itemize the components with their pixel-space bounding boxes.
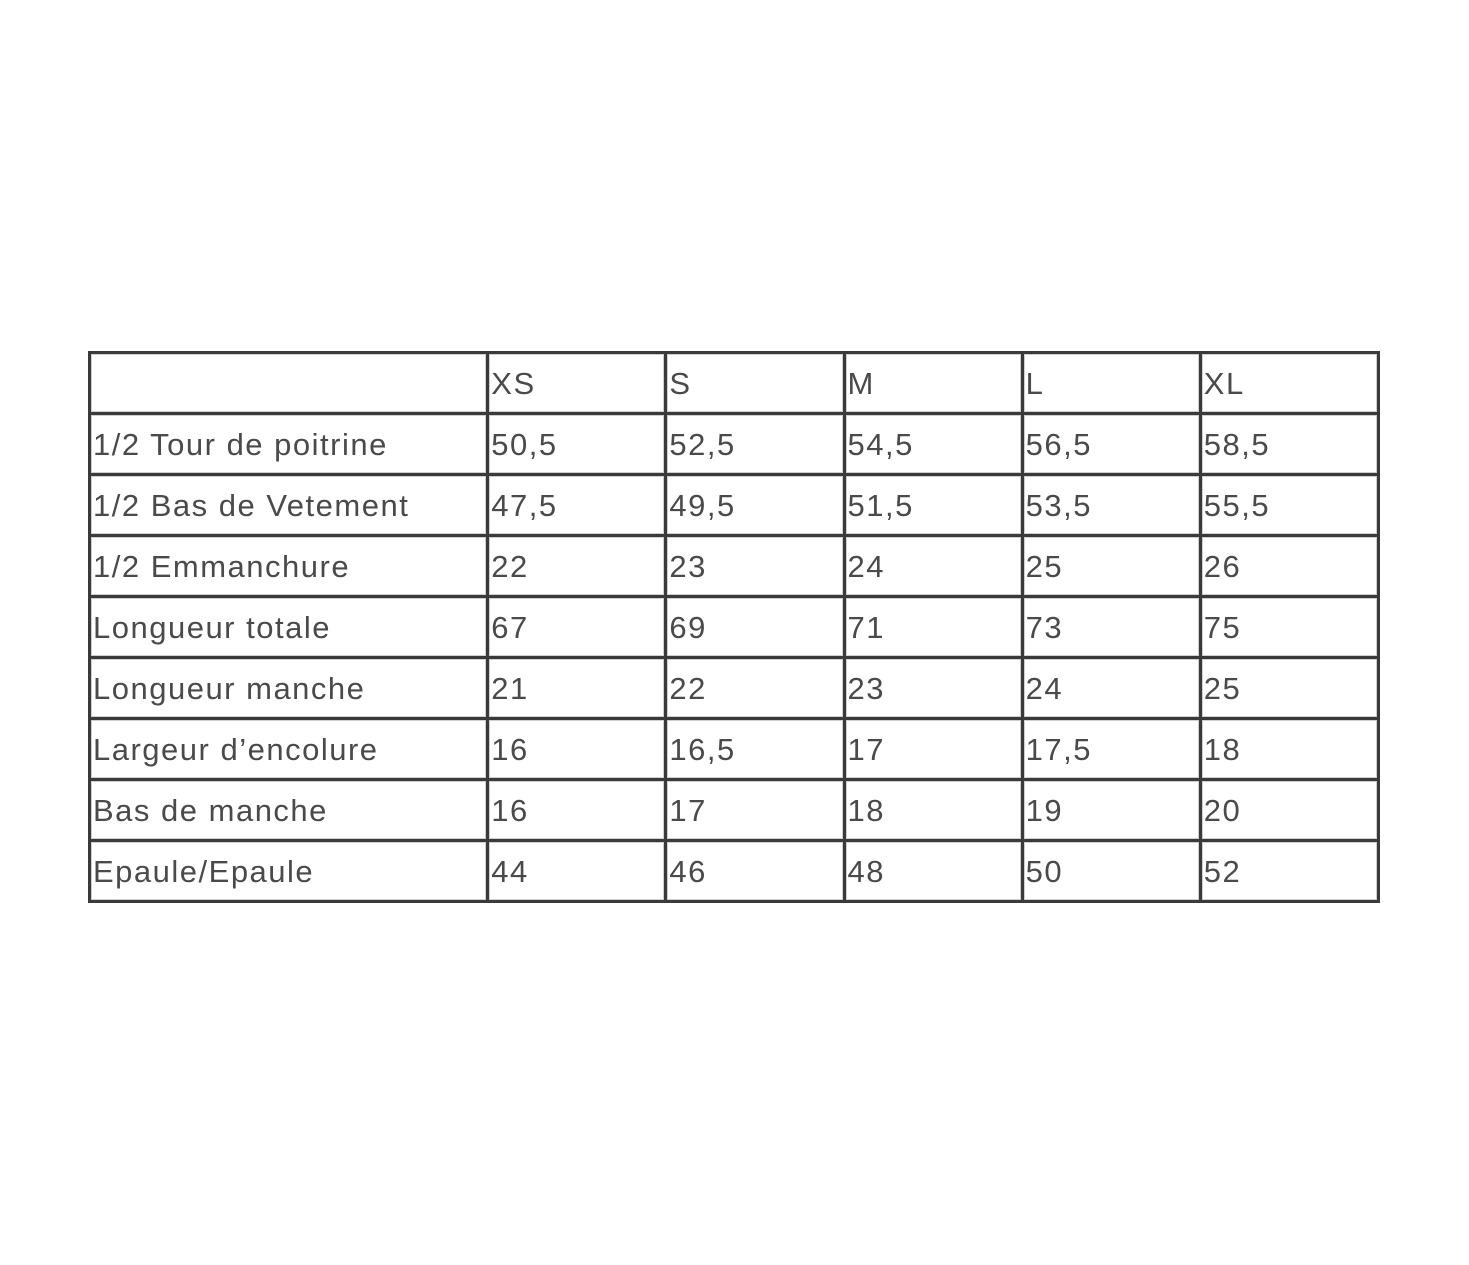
table-cell: 26 (1200, 536, 1378, 597)
table-cell: 58,5 (1200, 414, 1378, 475)
table-cell: 21 (488, 658, 666, 719)
table-row (90, 536, 1379, 597)
row-label: Epaule/Epaule (90, 841, 488, 902)
table-cell: 50 (1022, 841, 1200, 902)
table-cell: 18 (1200, 719, 1378, 780)
size-chart-table (88, 351, 1380, 903)
table-cell: 16 (488, 719, 666, 780)
table-cell: 52,5 (666, 414, 844, 475)
table-cell: 51,5 (844, 475, 1022, 536)
table-cell: 17 (666, 780, 844, 841)
table-cell: 46 (666, 841, 844, 902)
row-label: Longueur totale (90, 597, 488, 658)
table-row (90, 841, 1379, 902)
table-cell: 18 (844, 780, 1022, 841)
header-size-s: S (666, 353, 844, 414)
header-row (90, 353, 1379, 414)
table-cell: 56,5 (1022, 414, 1200, 475)
table-cell: 19 (1022, 780, 1200, 841)
table-row (90, 475, 1379, 536)
table-cell: 55,5 (1200, 475, 1378, 536)
table-cell: 23 (844, 658, 1022, 719)
row-label: 1/2 Bas de Vetement (90, 475, 488, 536)
table-cell: 52 (1200, 841, 1378, 902)
table-row (90, 780, 1379, 841)
row-label: 1/2 Tour de poitrine (90, 414, 488, 475)
header-corner-cell (90, 353, 488, 414)
row-label: 1/2 Emmanchure (90, 536, 488, 597)
table-cell: 53,5 (1022, 475, 1200, 536)
table-cell: 48 (844, 841, 1022, 902)
table-cell: 17,5 (1022, 719, 1200, 780)
table-cell: 16 (488, 780, 666, 841)
table-cell: 16,5 (666, 719, 844, 780)
header-size-xl: XL (1200, 353, 1378, 414)
table-cell: 50,5 (488, 414, 666, 475)
table-row (90, 719, 1379, 780)
table-cell: 67 (488, 597, 666, 658)
header-size-xs: XS (488, 353, 666, 414)
table-cell: 73 (1022, 597, 1200, 658)
table-cell: 24 (844, 536, 1022, 597)
table-cell: 69 (666, 597, 844, 658)
row-label: Largeur d’encolure (90, 719, 488, 780)
table-cell: 71 (844, 597, 1022, 658)
table-cell: 22 (488, 536, 666, 597)
table-cell: 22 (666, 658, 844, 719)
row-label: Longueur manche (90, 658, 488, 719)
row-label: Bas de manche (90, 780, 488, 841)
table-cell: 75 (1200, 597, 1378, 658)
table-cell: 47,5 (488, 475, 666, 536)
table-row (90, 597, 1379, 658)
header-size-l: L (1022, 353, 1200, 414)
table-cell: 23 (666, 536, 844, 597)
table-cell: 24 (1022, 658, 1200, 719)
table-row (90, 658, 1379, 719)
table-cell: 25 (1200, 658, 1378, 719)
header-size-m: M (844, 353, 1022, 414)
table-cell: 17 (844, 719, 1022, 780)
table-cell: 44 (488, 841, 666, 902)
table-cell: 54,5 (844, 414, 1022, 475)
table-cell: 25 (1022, 536, 1200, 597)
table-cell: 20 (1200, 780, 1378, 841)
table-row (90, 414, 1379, 475)
table-cell: 49,5 (666, 475, 844, 536)
